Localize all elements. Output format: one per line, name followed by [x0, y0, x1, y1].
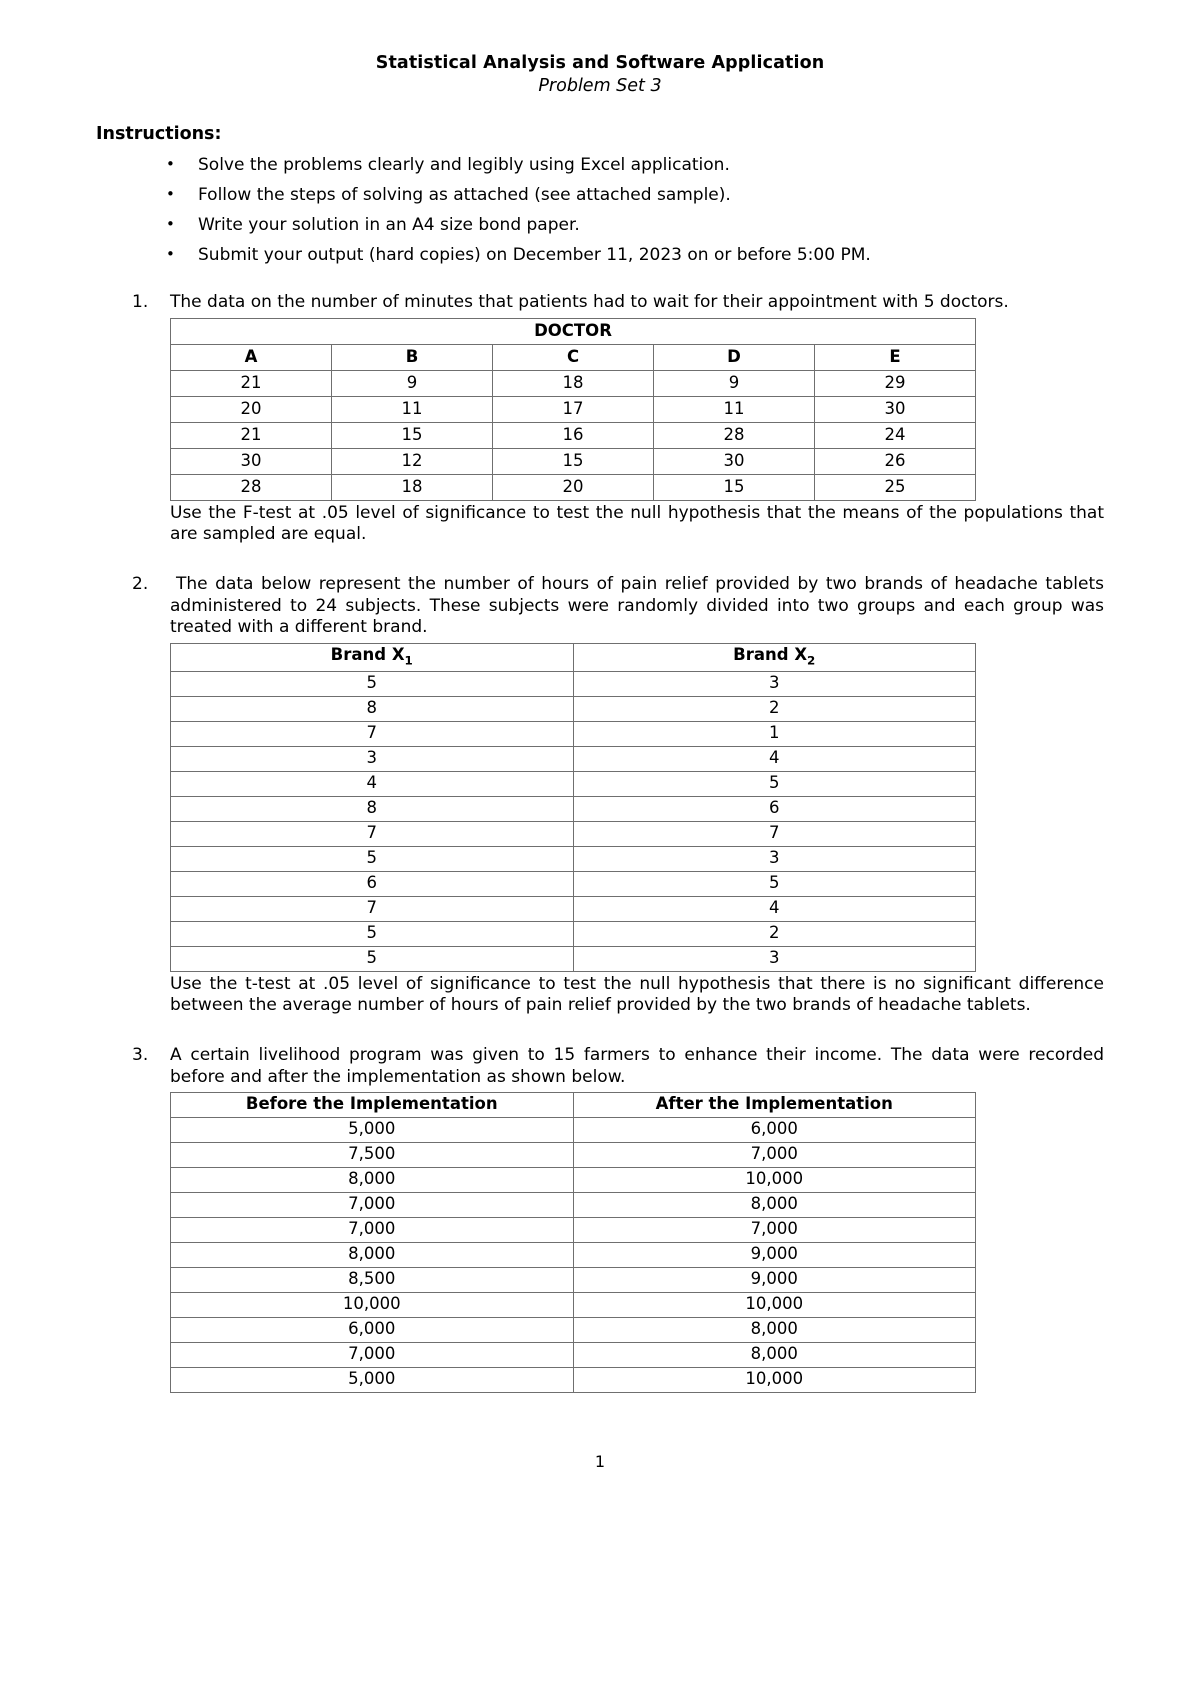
- table-cell: 15: [654, 474, 815, 500]
- problem-1: [96, 292, 1104, 314]
- table-cell: 7: [171, 896, 574, 921]
- table-row: [171, 796, 976, 821]
- table-cell: 21: [171, 422, 332, 448]
- table-wrap-brands: [96, 643, 1104, 1017]
- table-cell: 8,000: [573, 1318, 976, 1343]
- table-cell: 26: [815, 448, 976, 474]
- table-header-row: [171, 643, 976, 671]
- table-cell: 5: [171, 921, 574, 946]
- table-cell: 6: [573, 796, 976, 821]
- table-cell: 11: [654, 396, 815, 422]
- table-cell: 17: [493, 396, 654, 422]
- table-cell: 29: [815, 370, 976, 396]
- column-header: Brand $X_2$: [573, 643, 976, 671]
- column-header: A: [171, 344, 332, 370]
- table-row: [171, 1268, 976, 1293]
- table-row: [171, 396, 976, 422]
- table-cell: 7,000: [573, 1218, 976, 1243]
- problem-number: 3.: [132, 1044, 149, 1065]
- table-cell: 7,000: [171, 1343, 574, 1368]
- instructions-heading: Instructions:: [96, 124, 222, 145]
- table-row: [171, 896, 976, 921]
- instruction-text: Submit your output (hard copies) on December 11, 2023 on or before 5:00 PM.: [198, 245, 871, 266]
- column-header: Before the Implementation: [171, 1093, 574, 1118]
- table-cell: 4: [573, 896, 976, 921]
- table-cell: 4: [573, 746, 976, 771]
- table-cell: 10,000: [573, 1368, 976, 1393]
- document-title: Statistical Analysis and Software Application: [375, 53, 825, 73]
- table-row: [171, 1193, 976, 1218]
- table-cell: 12: [332, 448, 493, 474]
- table-cell: 8,000: [573, 1343, 976, 1368]
- table-row: [171, 370, 976, 396]
- table-row: [171, 746, 976, 771]
- table-cell: 3: [573, 846, 976, 871]
- column-header: C: [493, 344, 654, 370]
- table-row: [171, 821, 976, 846]
- table-cell: 5: [573, 771, 976, 796]
- table-cell: 7,000: [171, 1193, 574, 1218]
- table-cell: 21: [171, 370, 332, 396]
- column-header: B: [332, 344, 493, 370]
- table-cell: 6: [171, 871, 574, 896]
- table-row: [171, 1218, 976, 1243]
- table-cell: 28: [171, 474, 332, 500]
- table-cell: 5,000: [171, 1368, 574, 1393]
- problem-3: [96, 1045, 1104, 1088]
- problem-prompt: The data below represent the number of hours of pain relief provided by two brands of headache tablets administered to 24 subjects. These subjects were randomly divided into two groups and each group was treated with a different brand.: [170, 573, 1104, 638]
- table-cell: 15: [332, 422, 493, 448]
- table-cell: 5: [171, 946, 574, 971]
- table-row: [171, 871, 976, 896]
- table-cell: 8,500: [171, 1268, 574, 1293]
- table-cell: 7: [171, 821, 574, 846]
- implementation-table: [170, 1092, 976, 1393]
- table-cell: 11: [332, 396, 493, 422]
- table-cell: 5: [171, 671, 574, 696]
- table-cell: 18: [493, 370, 654, 396]
- table-row: [171, 422, 976, 448]
- table-cell: 8: [171, 796, 574, 821]
- table-span-header: DOCTOR: [171, 318, 976, 344]
- table-cell: 15: [493, 448, 654, 474]
- problem-prompt: A certain livelihood program was given to 15 farmers to enhance their income. The data were recorded before and after the implementation as shown below.: [170, 1044, 1104, 1087]
- table-row: [171, 671, 976, 696]
- table-row: [171, 448, 976, 474]
- table-cell: 3: [573, 671, 976, 696]
- table-row: [171, 721, 976, 746]
- table-cell: 5,000: [171, 1118, 574, 1143]
- table-cell: 18: [332, 474, 493, 500]
- table-cell: 5: [171, 846, 574, 871]
- table-cell: 8: [171, 696, 574, 721]
- brands-table: [170, 643, 976, 972]
- table-row: [171, 1343, 976, 1368]
- table-cell: 10,000: [573, 1168, 976, 1193]
- table-cell: 30: [171, 448, 332, 474]
- doctor-table: [170, 318, 976, 501]
- table-cell: 8,000: [171, 1243, 574, 1268]
- table-row: [171, 771, 976, 796]
- table-row: [171, 1118, 976, 1143]
- table-cell: 8,000: [573, 1193, 976, 1218]
- bullet-icon: •: [166, 185, 175, 204]
- table-cell: 4: [171, 771, 574, 796]
- table-cell: 20: [493, 474, 654, 500]
- problem-number: 1.: [132, 292, 149, 313]
- table-header-row: [171, 344, 976, 370]
- table-cell: 30: [654, 448, 815, 474]
- column-header: E: [815, 344, 976, 370]
- list-item: [96, 157, 1104, 174]
- bullet-icon: •: [166, 155, 175, 174]
- problem-prompt: The data on the number of minutes that patients had to wait for their appointment with 5 doctors.: [170, 292, 1009, 313]
- instruction-text: Follow the steps of solving as attached (see attached sample).: [198, 185, 731, 206]
- table-cell: 7: [573, 821, 976, 846]
- table-cell: 7,500: [171, 1143, 574, 1168]
- table-row: [171, 1143, 976, 1168]
- table-cell: 28: [654, 422, 815, 448]
- table-cell: 1: [573, 721, 976, 746]
- table-cell: 2: [573, 921, 976, 946]
- table-cell: 3: [573, 946, 976, 971]
- column-header: After the Implementation: [573, 1093, 976, 1118]
- problem-2-followup: Use the t-test at .05 level of significance to test the null hypothesis that there is no significant difference between the average number of hours of pain relief provided by the two brands of headache tablets.: [170, 973, 1104, 1016]
- table-row: [171, 1243, 976, 1268]
- table-row: [171, 696, 976, 721]
- table-cell: 25: [815, 474, 976, 500]
- instructions-list: [96, 157, 1104, 264]
- table-cell: 9: [654, 370, 815, 396]
- table-wrap-doctor: [96, 318, 1104, 546]
- table-row: [171, 921, 976, 946]
- problem-1-followup: Use the F-test at .05 level of significance to test the null hypothesis that the means of the populations that are sampled are equal.: [170, 502, 1104, 545]
- table-cell: 6,000: [171, 1318, 574, 1343]
- table-cell: 20: [171, 396, 332, 422]
- table-cell: 9,000: [573, 1268, 976, 1293]
- table-cell: 8,000: [171, 1168, 574, 1193]
- instruction-text: Write your solution in an A4 size bond paper.: [198, 215, 580, 236]
- bullet-icon: •: [166, 245, 175, 264]
- table-cell: 3: [171, 746, 574, 771]
- table-row: [171, 1318, 976, 1343]
- table-row: [171, 846, 976, 871]
- table-header-row: [171, 1093, 976, 1118]
- page-number: 1: [594, 1452, 606, 1471]
- problem-number: 2.: [132, 573, 149, 594]
- table-cell: 5: [573, 871, 976, 896]
- bullet-icon: •: [166, 215, 175, 234]
- table-row: [171, 1368, 976, 1393]
- table-wrap-implementation: [96, 1092, 1104, 1393]
- column-header: D: [654, 344, 815, 370]
- table-cell: 9: [332, 370, 493, 396]
- instruction-text: Solve the problems clearly and legibly using Excel application.: [198, 155, 730, 176]
- table-row: [171, 474, 976, 500]
- table-cell: 7,000: [171, 1218, 574, 1243]
- table-cell: 16: [493, 422, 654, 448]
- table-cell: 2: [573, 696, 976, 721]
- table-cell: 10,000: [171, 1293, 574, 1318]
- column-header-subscript: 1: [404, 652, 413, 667]
- table-cell: 9,000: [573, 1243, 976, 1268]
- table-cell: 30: [815, 396, 976, 422]
- problem-2: [96, 574, 1104, 639]
- table-header-row: [171, 318, 976, 344]
- list-item: [96, 187, 1104, 204]
- table-cell: 24: [815, 422, 976, 448]
- column-header: Brand $X_1$: [171, 643, 574, 671]
- document-subtitle: Problem Set 3: [538, 76, 662, 97]
- list-item: [96, 217, 1104, 234]
- table-cell: 6,000: [573, 1118, 976, 1143]
- table-row: [171, 1168, 976, 1193]
- table-cell: 10,000: [573, 1293, 976, 1318]
- table-row: [171, 1293, 976, 1318]
- table-cell: 7: [171, 721, 574, 746]
- table-row: [171, 946, 976, 971]
- list-item: [96, 247, 1104, 264]
- column-header-subscript: 2: [807, 652, 816, 667]
- table-cell: 7,000: [573, 1143, 976, 1168]
